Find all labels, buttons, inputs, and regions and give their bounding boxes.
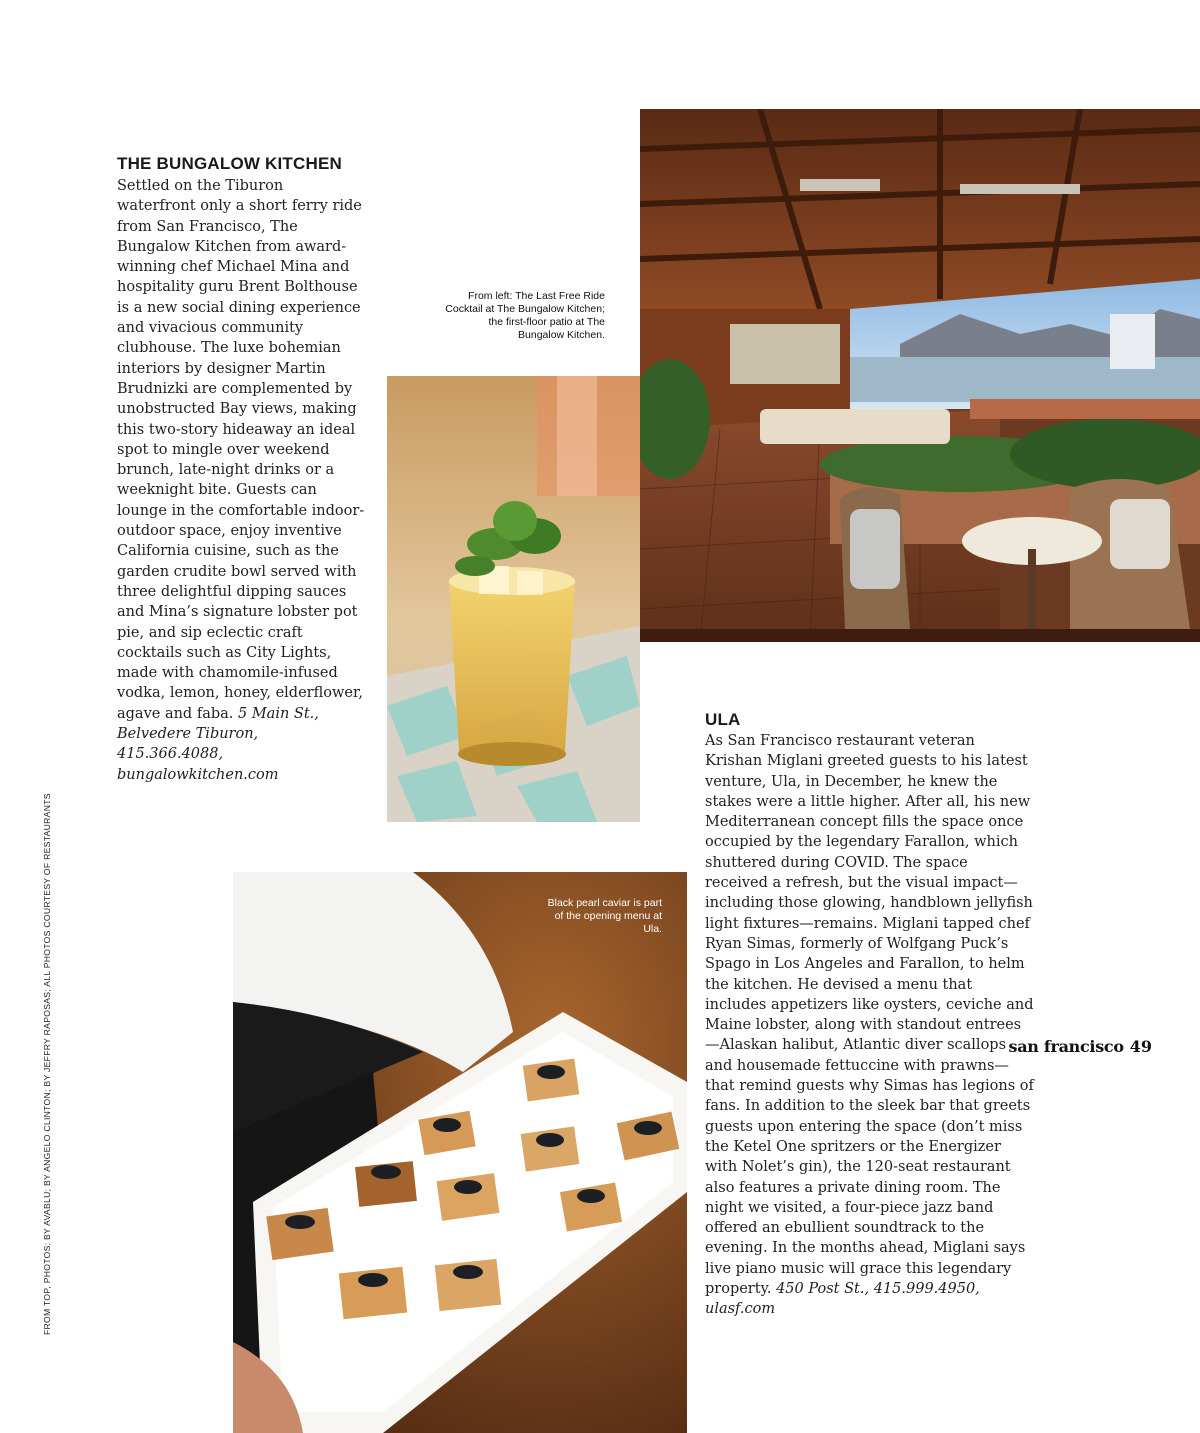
caviar-photo [233, 872, 687, 1433]
ula-address: 450 Post St., 415.999.4950, ulasf.com [705, 1281, 980, 1318]
bungalow-body-text: Settled on the Tiburon waterfront only a short ferry ride from San Francisco, The Bungalow Kitchen from award-winning chef Michael Mina and hospitality guru Brent Bolthouse is a new social dining experience and vivacious community clubhouse. The luxe bohemian interiors by designer Martin Brudnizki are complemented by unobstructed Bay views, making this two-story hideaway an ideal spot to mingle over weekend brunch, late-night drinks or a weeknight bite. Guests can lounge in the comfortable indoor-outdoor space, enjoy inventive California cuisine, such as the garden crudite bowl served with three delightful dipping sauces and Mina’s signature lobster pot pie, and sip eclectic craft cocktails such as City Lights, made with chamomile-infused vodka, lemon, honey, elderflower, agave and faba. [117, 178, 365, 722]
cocktail-photo [387, 376, 640, 822]
page-number: 49 [1129, 1037, 1152, 1056]
page-folio [1009, 1037, 1153, 1056]
bungalow-body [117, 176, 365, 785]
photo-credit: FROM TOP, PHOTOS: BY AVABLU; BY ANGELO CLINTON; BY JEFFRY RAPOSAS; ALL PHOTOS COURTESY OF RESTAURANTS [42, 793, 52, 1335]
bungalow-caption: From left: The Last Free Ride Cocktail at The Bungalow Kitchen; the first-floor patio at The Bungalow Kitchen. [445, 290, 605, 341]
publication-name: san francisco [1008, 1037, 1124, 1056]
ula-body [705, 731, 1035, 1320]
caviar-caption: Black pearl caviar is part of the opening menu at Ula. [547, 897, 662, 935]
ula-body-text: As San Francisco restaurant veteran Krishan Miglani greeted guests to his latest venture, Ula, in December, he knew the stakes were a little higher. After all, his new Mediterranean concept fills the space once occupied by the legendary Farallon, which shuttered during COVID. The space received a refresh, but the visual impact—including those glowing, handblown jellyfish light fixtures—remains. Miglani tapped chef Ryan Simas, formerly of Wolfgang Puck’s Spago in Los Angeles and Farallon, to helm the kitchen. He devised a menu that includes appetizers like oysters, ceviche and Maine lobster, along with standout entrees—Alaskan halibut, Atlantic diver scallops and housemade fettuccine with prawns—that remind guests why Simas has legions of fans. In addition to the sleek bar that greets guests upon entering the space (don’t miss the Ketel One spritzers or the Energizer with Nolet’s gin), the 120-seat restaurant also features a private dining room. The night we visited, a four-piece jazz band offered an ebullient soundtrack to the evening. In the months ahead, Miglani says live piano music will grace this legendary property. [705, 733, 1034, 1298]
cocktail-photo-illustration [387, 376, 640, 822]
patio-photo [640, 109, 1200, 642]
caviar-photo-illustration [233, 872, 687, 1433]
ula-heading: ULA [705, 710, 741, 729]
bungalow-heading: THE BUNGALOW KITCHEN [117, 154, 342, 173]
patio-photo-illustration [640, 109, 1200, 642]
bungalow-address: 5 Main St., Belvedere Tiburon, 415.366.4088, bungalowkitchen.com [117, 705, 319, 783]
